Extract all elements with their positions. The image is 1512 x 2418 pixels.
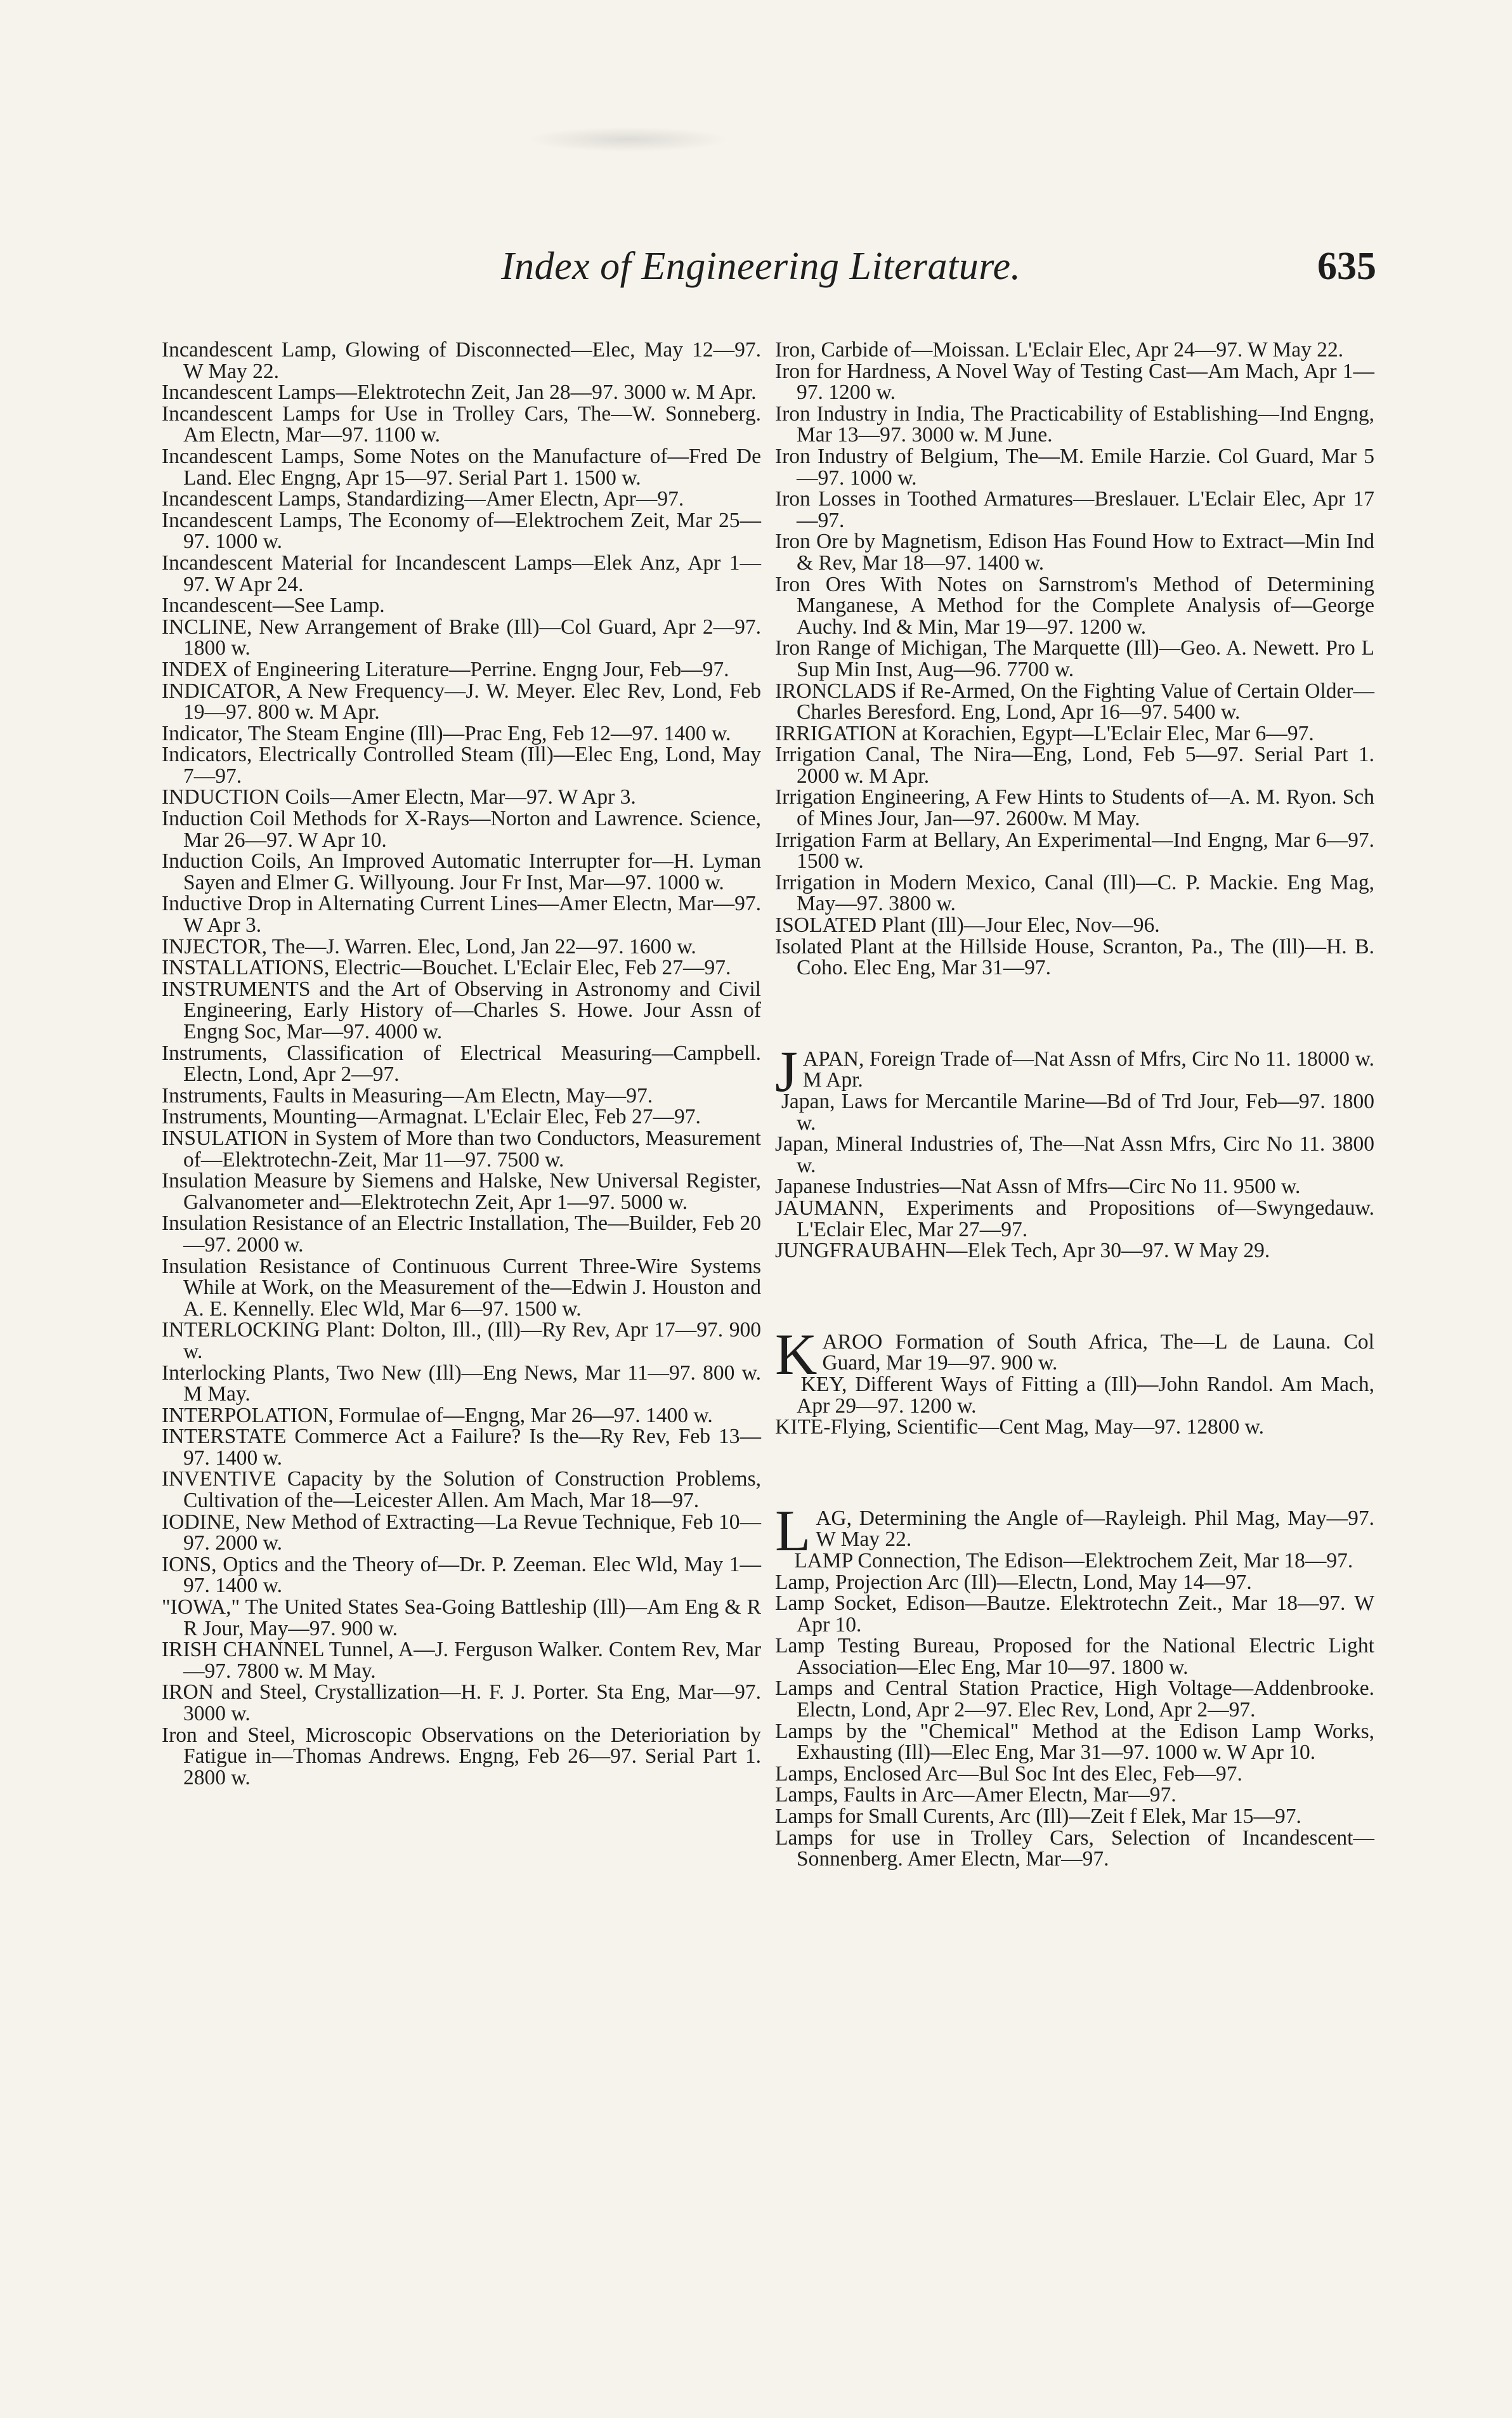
index-entry: Irrigation Canal, The Nira—Eng, Lond, Feb 5—97. Serial Part 1. 2000 w. M Apr. <box>775 743 1374 788</box>
index-entry: Instruments, Faults in Measuring—Am Electn, May—97. <box>162 1083 653 1108</box>
index-entry: INDUCTION Coils—Amer Electn, Mar—97. W Apr 3. <box>162 785 636 809</box>
index-entry: Insulation Resistance of Continuous Current Three-Wire Systems While at Work, on the Measurement of the—Edwin J. Houston and A. E. Kennelly. Elec Wld, Mar 6—97. 1500 w. <box>162 1254 761 1321</box>
page-header <box>159 244 1376 301</box>
index-entry: JAUMANN, Experiments and Propositions of—Swyngedauw. L'Eclair Elec, Mar 27—97. <box>775 1196 1374 1241</box>
index-entry: Indicator, The Steam Engine (Ill)—Prac Eng, Feb 12—97. 1400 w. <box>162 721 731 745</box>
section-j-entries <box>775 1091 1374 1262</box>
scan-smudge <box>526 127 729 152</box>
index-entry: INDICATOR, A New Frequency—J. W. Meyer. Elec Rev, Lond, Feb 19—97. 800 w. M Apr. <box>162 679 761 724</box>
index-entry: IRRIGATION at Korachien, Egypt—L'Eclair Elec, Mar 6—97. <box>775 721 1314 745</box>
index-entry: Inductive Drop in Alternating Current Lines—Amer Electn, Mar—97. W Apr 3. <box>162 892 761 938</box>
index-entry: IONS, Optics and the Theory of—Dr. P. Zeeman. Elec Wld, May 1—97. 1400 w. <box>162 1552 761 1598</box>
index-entry: Lamps for use in Trolley Cars, Selection of Incandescent—Sonnenberg. Amer Electn, Mar—97. <box>775 1826 1374 1871</box>
index-entry: Lamps, Enclosed Arc—Bul Soc Int des Elec, Feb—97. <box>775 1761 1242 1786</box>
section-j <box>775 1038 1374 1263</box>
index-entry: Incandescent Lamps, Some Notes on the Manufacture of—Fred De Land. Elec Engng, Apr 15—97. Serial Part 1. 1500 w. <box>162 444 761 490</box>
index-entry: "IOWA," The United States Sea-Going Battleship (Ill)—Am Eng & R R Jour, May—97. 900 w. <box>162 1595 761 1640</box>
dropcap-l: L <box>775 1498 811 1563</box>
index-entry: Incandescent Lamps for Use in Trolley Cars, The—W. Sonneberg. Am Electn, Mar—97. 1100 w. <box>162 402 761 447</box>
index-entry: IRON and Steel, Crystallization—H. F. J. Porter. Sta Eng, Mar—97. 3000 w. <box>162 1680 761 1725</box>
section-k-entries <box>775 1374 1374 1438</box>
entry-text: APAN, Foreign Trade of—Nat Assn of Mfrs, Circ No 11. 18000 w. M Apr. <box>802 1047 1374 1092</box>
index-entry: Lamp, Projection Arc (Ill)—Electn, Lond, May 14—97. <box>775 1570 1252 1594</box>
index-entry: Irrigation Farm at Bellary, An Experimental—Ind Engng, Mar 6—97. 1500 w. <box>775 828 1374 873</box>
index-entry: Iron Industry in India, The Practicability of Establishing—Ind Engng, Mar 13—97. 3000 w. M June. <box>775 402 1374 447</box>
index-entry: Induction Coils, An Improved Automatic Interrupter for—H. Lyman Sayen and Elmer G. Willyoung. Jour Fr Inst, Mar—97. 1000 w. <box>162 849 761 894</box>
index-entry: Iron and Steel, Microscopic Observations on the Deterioriation by Fatigue in—Thomas Andrews. Engng, Feb 26—97. Serial Part 1. 2800 w. <box>162 1723 761 1789</box>
index-entry: Lamps for Small Curents, Arc (Ill)—Zeit f Elek, Mar 15—97. <box>775 1805 1301 1829</box>
index-entry: INSTALLATIONS, Electric—Bouchet. L'Eclair Elec, Feb 27—97. <box>162 956 731 980</box>
index-entry: Iron for Hardness, A Novel Way of Testing Cast—Am Mach, Apr 1—97. 1200 w. <box>775 359 1374 405</box>
index-entry: Instruments, Mounting—Armagnat. L'Eclair Elec, Feb 27—97. <box>162 1105 701 1129</box>
index-entry: IRONCLADS if Re-Armed, On the Fighting Value of Certain Older—Charles Beresford. Eng, Lond, Apr 16—97. 5400 w. <box>775 679 1374 724</box>
page-number: 635 <box>1317 245 1376 288</box>
index-entry: KEY, Different Ways of Fitting a (Ill)—John Randol. Am Mach, Apr 29—97. 1200 w. <box>797 1372 1374 1418</box>
index-entry: INTERPOLATION, Formulae of—Engng, Mar 26—97. 1400 w. <box>162 1403 713 1427</box>
right-column <box>775 339 1374 1870</box>
index-entry: Incandescent—See Lamp. <box>162 594 385 618</box>
index-entry: INSULATION in System of More than two Conductors, Measurement of—Elektrotechn-Zeit, Mar 11—97. 7500 w. <box>162 1126 761 1172</box>
index-entry: Induction Coil Methods for X-Rays—Norton and Lawrence. Science, Mar 26—97. W Apr 10. <box>162 807 761 852</box>
section-l <box>775 1498 1374 1871</box>
index-entry <box>775 1321 1374 1387</box>
index-entry: INDEX of Engineering Literature—Perrine. Engng Jour, Feb—97. <box>162 657 729 681</box>
index-entry: Insulation Resistance of an Electric Installation, The—Builder, Feb 20—97. 2000 w. <box>162 1212 761 1257</box>
index-entry: Irrigation Engineering, A Few Hints to Students of—A. M. Ryon. Sch of Mines Jour, Jan—97. 2600w. M May. <box>775 785 1374 831</box>
index-entry: Incandescent Lamps, The Economy of—Elektrochem Zeit, Mar 25—97. 1000 w. <box>162 508 761 554</box>
running-title: Index of Engineering Literature. <box>501 245 1021 288</box>
index-entry: Lamp Testing Bureau, Proposed for the National Electric Light Association—Elec Eng, Mar 10—97. 1800 w. <box>775 1634 1374 1679</box>
index-entry: INVENTIVE Capacity by the Solution of Construction Problems, Cultivation of the—Leicester Allen. Am Mach, Mar 18—97. <box>162 1467 761 1513</box>
index-entry: Japan, Laws for Mercantile Marine—Bd of Trd Jour, Feb—97. 1800 w. <box>781 1090 1374 1135</box>
section-k <box>775 1321 1374 1439</box>
left-column <box>162 339 761 1788</box>
index-entry: Lamps and Central Station Practice, High Voltage—Addenbrooke. Electn, Lond, Apr 2—97. Elec Rev, Lond, Apr 2—97. <box>775 1676 1374 1722</box>
index-entry: Japan, Mineral Industries of, The—Nat Assn Mfrs, Circ No 11. 3800 w. <box>775 1132 1374 1177</box>
index-entry: INCLINE, New Arrangement of Brake (Ill)—Col Guard, Apr 2—97. 1800 w. <box>162 615 761 660</box>
index-entry: Iron Ores With Notes on Sarnstrom's Method of Determining Manganese, A Method for the Complete Analysis of—George Auchy. Ind & Min, Mar 19—97. 1200 w. <box>775 572 1374 639</box>
index-entry: INJECTOR, The—J. Warren. Elec, Lond, Jan 22—97. 1600 w. <box>162 934 696 958</box>
index-entry: Irrigation in Modern Mexico, Canal (Ill)—C. P. Mackie. Eng Mag, May—97. 3800 w. <box>775 870 1374 916</box>
dropcap-j: J <box>775 1038 798 1104</box>
index-entry: INSTRUMENTS and the Art of Observing in Astronomy and Civil Engineering, Early History of—Charles S. Howe. Jour Assn of Engng Soc, Mar—97. 4000 w. <box>162 977 761 1043</box>
index-entry: Indicators, Electrically Controlled Steam (Ill)—Elec Eng, Lond, May 7—97. <box>162 743 761 788</box>
index-entry: Iron Ore by Magnetism, Edison Has Found How to Extract—Min Ind & Rev, Mar 18—97. 1400 w. <box>775 530 1374 575</box>
index-entry: Incandescent Lamp, Glowing of Disconnected—Elec, May 12—97. W May 22. <box>162 338 761 383</box>
index-entry: Instruments, Classification of Electrical Measuring—Campbell. Electn, Lond, Apr 2—97. <box>162 1041 761 1087</box>
index-entry: LAMP Connection, The Edison—Elektrochem Zeit, Mar 18—97. <box>794 1548 1353 1572</box>
index-entry: Iron Losses in Toothed Armatures—Breslauer. L'Eclair Elec, Apr 17—97. <box>775 487 1374 532</box>
index-entry: Lamp Socket, Edison—Bautze. Elektrotechn Zeit., Mar 18—97. W Apr 10. <box>775 1591 1374 1637</box>
index-entry: Incandescent Lamps—Elektrotechn Zeit, Jan 28—97. 3000 w. M Apr. <box>162 381 757 405</box>
index-entry <box>775 1038 1374 1104</box>
index-entry: ISOLATED Plant (Ill)—Jour Elec, Nov—96. <box>775 913 1160 938</box>
index-entry: Incandescent Material for Incandescent Lamps—Elek Anz, Apr 1—97. W Apr 24. <box>162 551 761 596</box>
index-entry: Incandescent Lamps, Standardizing—Amer Electn, Apr—97. <box>162 487 684 511</box>
right-column-entries <box>775 339 1374 979</box>
index-entry: JUNGFRAUBAHN—Elek Tech, Apr 30—97. W May 29. <box>775 1239 1270 1263</box>
index-entry: IRISH CHANNEL Tunnel, A—J. Ferguson Walker. Contem Rev, Mar—97. 7800 w. M May. <box>162 1638 761 1683</box>
index-entry: KITE-Flying, Scientific—Cent Mag, May—97. 12800 w. <box>775 1415 1265 1439</box>
index-entry: IODINE, New Method of Extracting—La Revue Technique, Feb 10—97. 2000 w. <box>162 1510 761 1555</box>
index-entry: INTERSTATE Commerce Act a Failure? Is the—Ry Rev, Feb 13—97. 1400 w. <box>162 1425 761 1470</box>
index-entry: Lamps, Faults in Arc—Amer Electn, Mar—97. <box>775 1783 1176 1807</box>
index-entry: Iron Range of Michigan, The Marquette (Ill)—Geo. A. Newett. Pro L Sup Min Inst, Aug—96. 7700 w. <box>775 636 1374 681</box>
index-entry: Iron, Carbide of—Moissan. L'Eclair Elec, Apr 24—97. W May 22. <box>775 338 1344 362</box>
index-entry: Isolated Plant at the Hillside House, Scranton, Pa., The (Ill)—H. B. Coho. Elec Eng, Mar 31—97. <box>775 934 1374 980</box>
index-entry: INTERLOCKING Plant: Dolton, Ill., (Ill)—Ry Rev, Apr 17—97. 900 w. <box>162 1318 761 1363</box>
section-l-entries <box>775 1550 1374 1870</box>
index-entry: Insulation Measure by Siemens and Halske, New Universal Register, Galvanometer and—Elektrotechn Zeit, Apr 1—97. 5000 w. <box>162 1169 761 1214</box>
entry-text: AROO Formation of South Africa, The—L de Launa. Col Guard, Mar 19—97. 900 w. <box>822 1330 1374 1375</box>
dropcap-k: K <box>775 1321 818 1387</box>
entry-text: AG, Determining the Angle of—Rayleigh. Phil Mag, May—97. W May 22. <box>816 1506 1374 1552</box>
index-entry: Iron Industry of Belgium, The—M. Emile Harzie. Col Guard, Mar 5—97. 1000 w. <box>775 444 1374 490</box>
index-entry: Lamps by the "Chemical" Method at the Edison Lamp Works, Exhausting (Ill)—Elec Eng, Mar 31—97. 1000 w. W Apr 10. <box>775 1719 1374 1765</box>
index-entry: Interlocking Plants, Two New (Ill)—Eng News, Mar 11—97. 800 w. M May. <box>162 1361 761 1406</box>
index-entry: Japanese Industries—Nat Assn of Mfrs—Circ No 11. 9500 w. <box>775 1175 1301 1199</box>
